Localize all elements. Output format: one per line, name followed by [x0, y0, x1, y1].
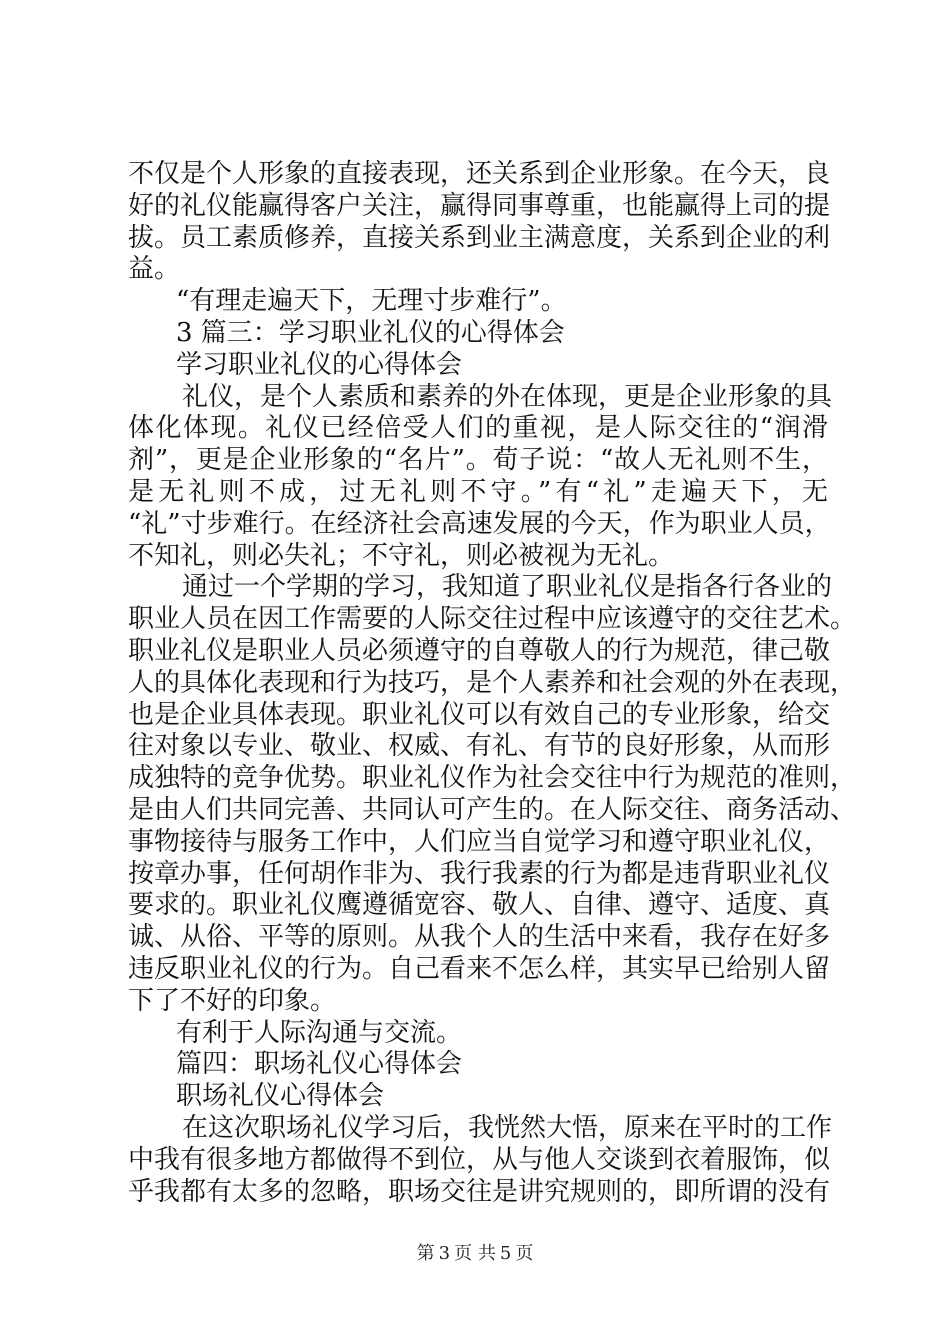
text-line: 不知礼，则必失礼；不守礼，则必被视为无礼。 — [128, 540, 675, 571]
text-line: 益。 — [128, 254, 181, 285]
footer-total-pages: 5 — [499, 1243, 512, 1264]
footer-suffix: 页 — [515, 1243, 534, 1264]
text-line: 职场礼仪心得体会 — [176, 1081, 385, 1112]
text-line: 通过一个学期的学习，我知道了职业礼仪是指各行各业的 — [182, 572, 833, 603]
text-line: 有利于人际沟通与交流。 — [176, 1017, 463, 1048]
document-body — [128, 159, 857, 1208]
text-line: 不仅是个人形象的直接表现，还关系到企业形象。在今天，良 — [128, 159, 831, 189]
text-line: 要求的。职业礼仪鹰遵循宽容、敬人、自律、遵守、适度、真 — [128, 890, 831, 921]
footer-prefix: 第 — [416, 1243, 435, 1264]
text-line: 往对象以专业、敬业、权威、有礼、有节的良好形象，从而形 — [128, 731, 831, 762]
text-line: 学习职业礼仪的心得体会 — [176, 349, 463, 380]
footer-current-page: 3 — [438, 1243, 451, 1264]
text-line: 是由人们共同完善、共同认可产生的。在人际交往、商务活动、 — [128, 794, 857, 825]
text-line: 成独特的竞争优势。职业礼仪作为社会交往中行为规范的准则， — [128, 763, 857, 794]
text-line: 人的具体化表现和行为技巧，是个人素养和社会观的外在表现， — [128, 667, 857, 698]
text-line: 3 篇三：学习职业礼仪的心得体会 — [176, 317, 565, 348]
text-line: 礼仪，是个人素质和素养的外在体现，更是企业形象的具 — [182, 381, 833, 412]
text-line: 职业礼仪是职业人员必须遵守的自尊敬人的行为规范，律己敬 — [128, 635, 831, 666]
text-line: 职业人员在因工作需要的人际交往过程中应该遵守的交往艺术。 — [128, 604, 857, 635]
text-line: 也是企业具体表现。职业礼仪可以有效自己的专业形象，给交 — [128, 699, 831, 730]
text-line: 按章办事，任何胡作非为、我行我素的行为都是违背职业礼仪 — [128, 858, 831, 889]
text-line: 体化体现。礼仪已经倍受人们的重视，是人际交往的“润滑 — [128, 413, 828, 444]
text-line: 中我有很多地方都做得不到位，从与他人交谈到衣着服饰，似 — [128, 1144, 831, 1175]
text-line: 下了不好的印象。 — [128, 985, 337, 1016]
text-line: 剂”，更是企业形象的“名片”。荀子说：“故人无礼则不生， — [128, 445, 828, 476]
text-line: “礼”寸步难行。在经济社会高速发展的今天，作为职业人员， — [128, 508, 831, 539]
text-line: “有理走遍天下，无理寸步难行”。 — [176, 286, 567, 317]
text-line: 乎我都有太多的忽略，职场交往是讲究规则的，即所谓的没有 — [128, 1176, 831, 1207]
text-line: 违反职业礼仪的行为。自己看来不怎么样，其实早已给别人留 — [128, 953, 831, 984]
text-line: 是无礼则不成，过无礼则不守。”有“礼”走遍天下，无 — [128, 476, 828, 507]
text-line: 诚、从俗、平等的原则。从我个人的生活中来看，我存在好多 — [128, 922, 831, 953]
text-line: 在这次职场礼仪学习后，我恍然大悟，原来在平时的工作 — [182, 1112, 833, 1143]
text-line: 好的礼仪能赢得客户关注，赢得同事尊重，也能赢得上司的提 — [128, 190, 831, 221]
footer-middle: 页 共 — [454, 1243, 496, 1264]
page-footer — [0, 1242, 950, 1266]
text-line: 拔。员工素质修养，直接关系到业主满意度，关系到企业的利 — [128, 222, 831, 253]
text-line: 事物接待与服务工作中，人们应当自觉学习和遵守职业礼仪， — [128, 826, 831, 857]
text-line: 篇四：职场礼仪心得体会 — [176, 1049, 463, 1080]
